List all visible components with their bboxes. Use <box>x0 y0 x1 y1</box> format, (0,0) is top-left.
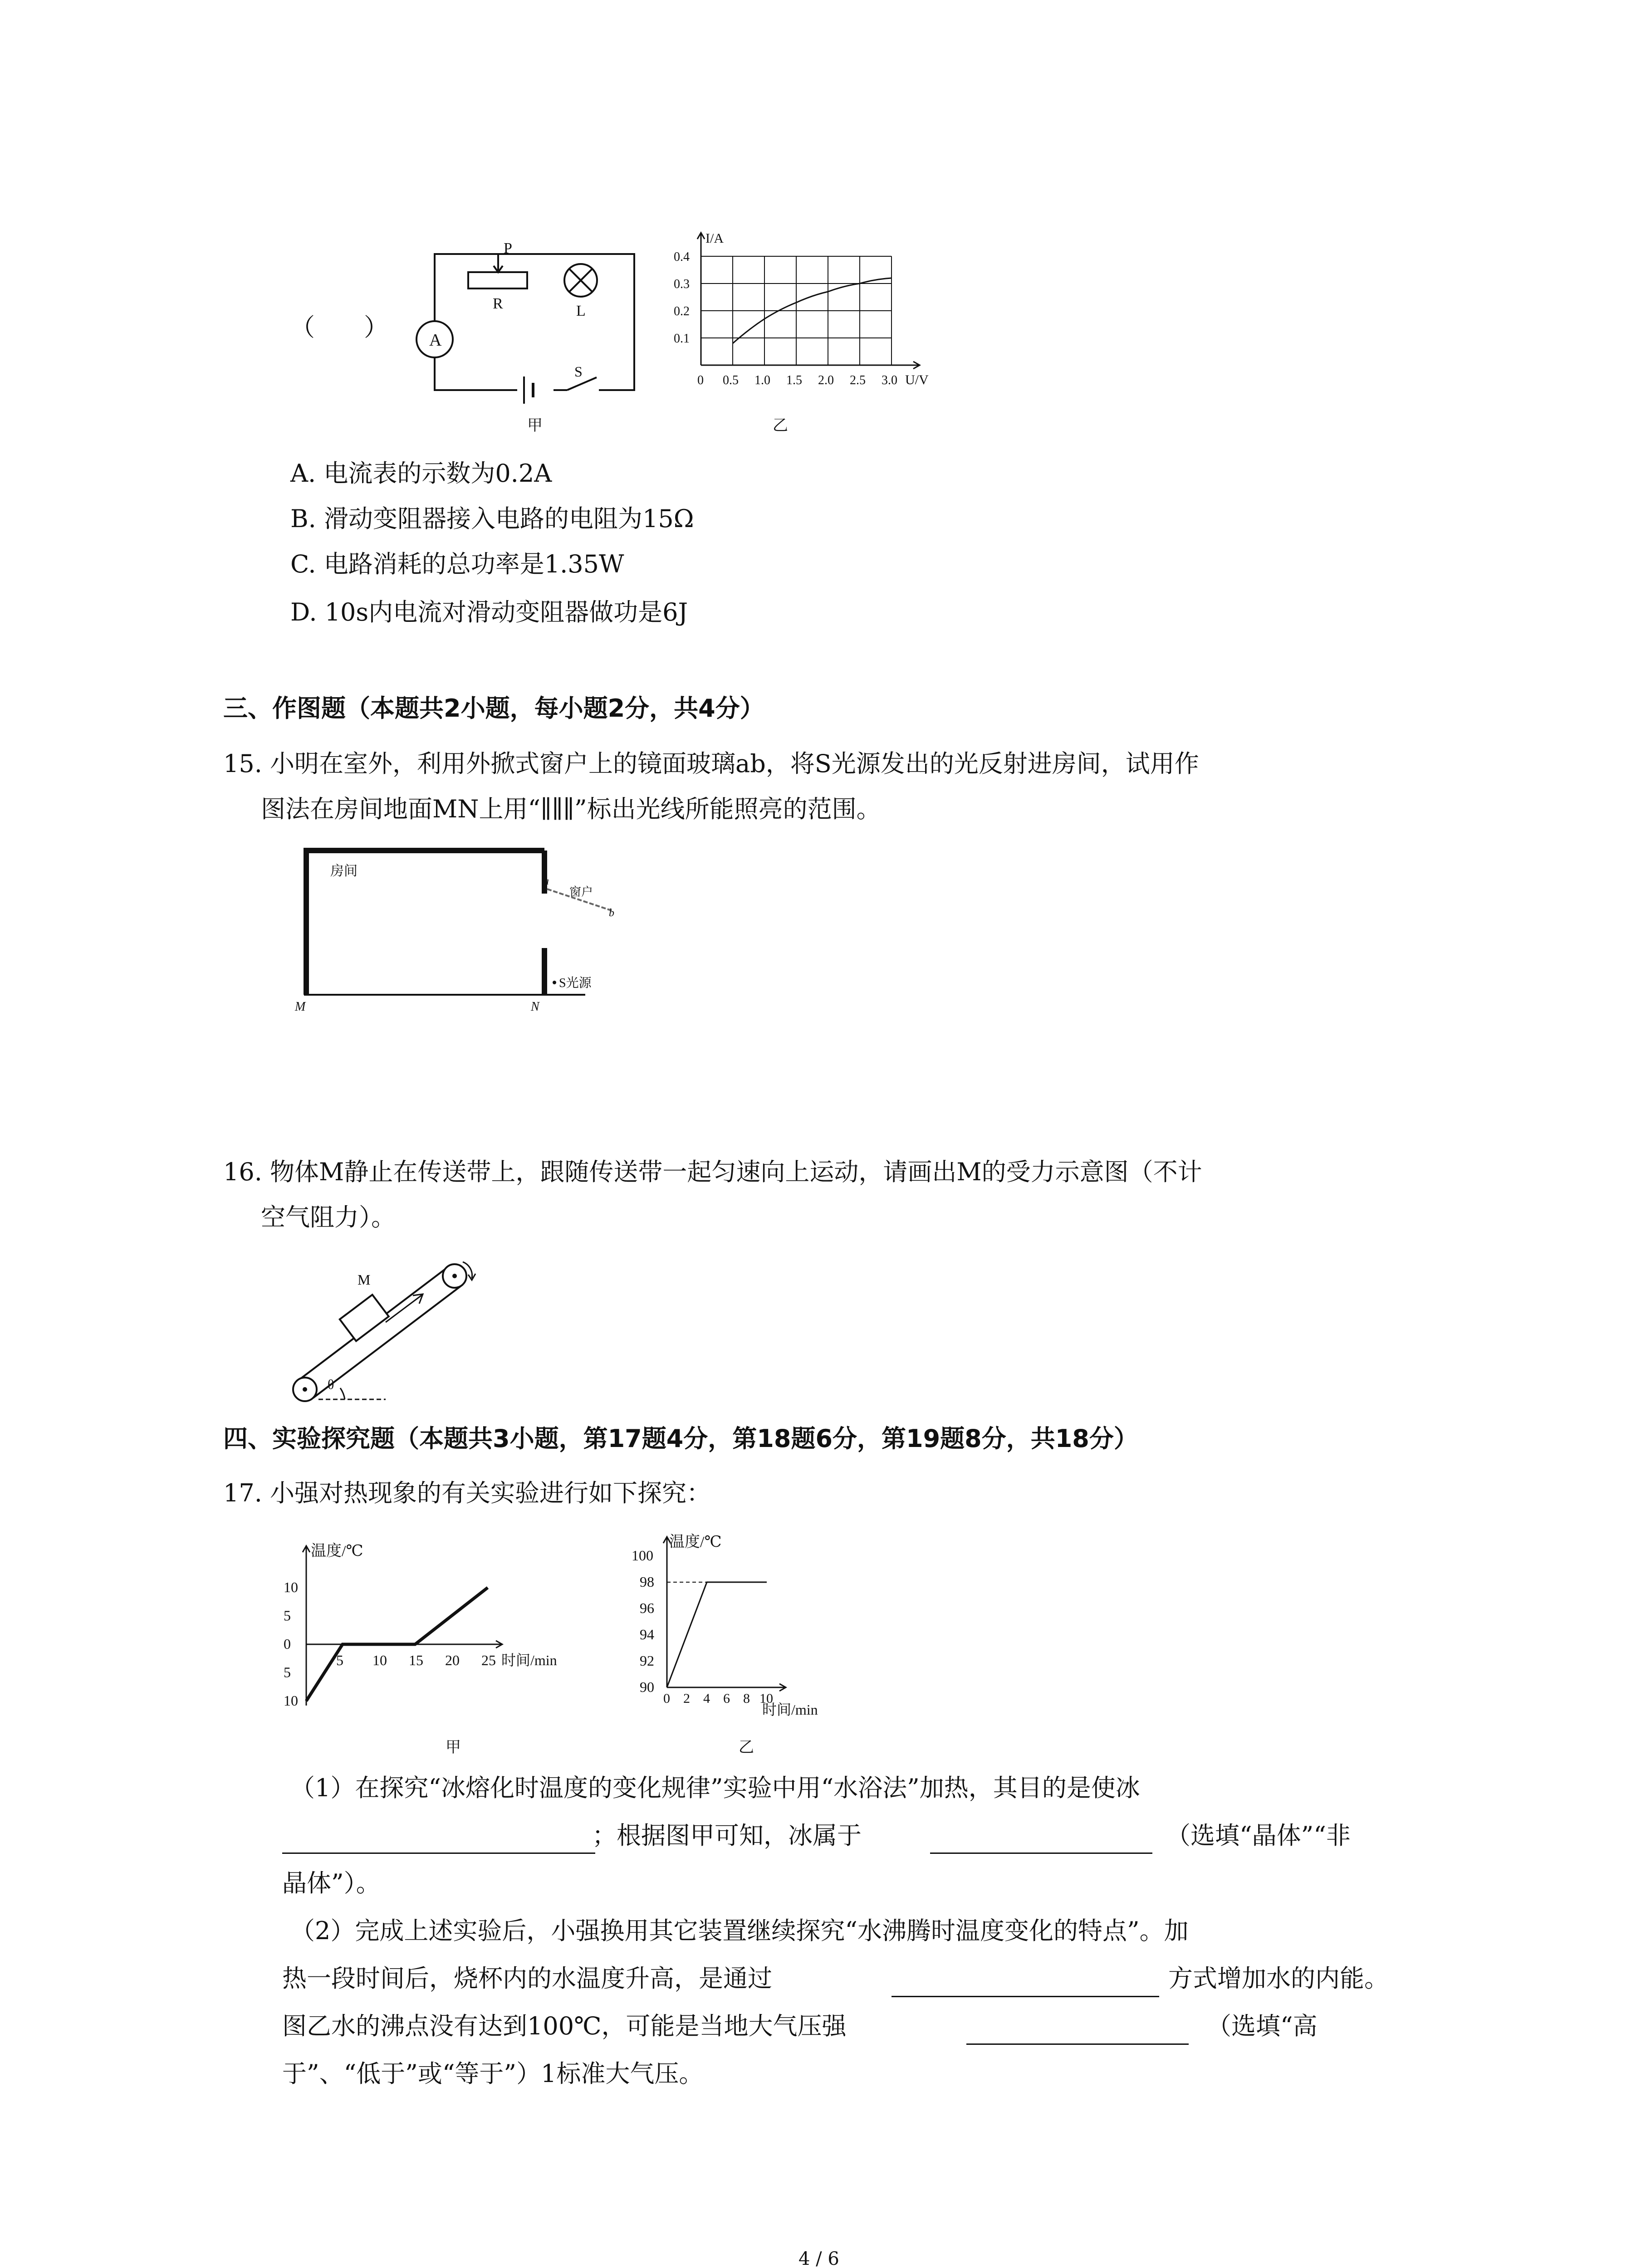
iu-chart <box>660 229 960 401</box>
y-tick-label: 5 <box>284 1607 291 1624</box>
object-m-label: M <box>358 1271 371 1288</box>
y-tick-label: 96 <box>640 1600 654 1616</box>
window-label: 窗户 <box>569 885 593 899</box>
chart-label-yi: 乙 <box>739 1738 754 1756</box>
x-tick-label: 0.5 <box>723 373 739 387</box>
q17-p1-line1: （1）在探究“冰熔化时温度的变化规律”实验中用“水浴法”加热，其目的是使冰 <box>290 1774 1140 1802</box>
fig-label-jia: 甲 <box>527 416 543 435</box>
rheostat-symbol <box>468 272 527 288</box>
q14-bracket: （ ） <box>290 313 388 342</box>
x-tick-label: 0 <box>663 1691 670 1706</box>
answer-blank-4[interactable] <box>966 2043 1189 2045</box>
x-tick-label: 1.5 <box>786 373 802 387</box>
y-tick-label: 0.3 <box>674 277 690 291</box>
y-axis-label: 温度/℃ <box>311 1543 363 1559</box>
q17-p1-line2-a: ；根据图甲可知，冰属于 <box>592 1821 862 1850</box>
x-tick-label: 2 <box>683 1691 690 1706</box>
x-tick-label: 6 <box>723 1691 730 1706</box>
y-tick-label: 90 <box>640 1679 654 1695</box>
circuit-wire-loop <box>435 254 634 390</box>
x-axis-label: 时间/min <box>762 1701 818 1718</box>
x-tick-label: 2.0 <box>818 373 834 387</box>
option-d: D. 10s内电流对滑动变阻器做功是6J <box>290 598 688 626</box>
light-source-label: S光源 <box>559 976 592 990</box>
y-tick-label: 0 <box>284 1636 291 1652</box>
conveyor-diagram <box>277 1243 513 1406</box>
q17-p2-line2-b: 方式增加水的内能。 <box>1168 1964 1389 1993</box>
q17-p2-line1: （2）完成上述实验后，小强换用其它装置继续探究“水沸腾时温度变化的特点”。加 <box>290 1916 1189 1945</box>
y-tick-label: 10 <box>284 1692 298 1709</box>
mirror-end-b: b <box>609 907 614 919</box>
water-boiling-chart <box>617 1529 907 1728</box>
room-window-diagram <box>286 844 694 1016</box>
switch-label-s: S <box>574 363 583 380</box>
y-tick-label: 0.1 <box>674 332 690 346</box>
page-number: 4 / 6 <box>798 2248 839 2268</box>
slider-label-p: P <box>504 240 512 257</box>
x-tick-label: 0 <box>697 373 704 387</box>
boiling-curve <box>667 1582 767 1687</box>
q16-line2: 空气阻力）。 <box>261 1203 396 1232</box>
chart-label-jia: 甲 <box>446 1738 461 1756</box>
q17-p2-line4: 于”、“低于”或“等于”）1标准大气压。 <box>282 2059 704 2088</box>
x-tick-label: 1.0 <box>754 373 770 387</box>
q17-intro: 17. 小强对热现象的有关实验进行如下探究： <box>223 1479 711 1507</box>
y-tick-label: 10 <box>284 1579 298 1595</box>
section-3-heading: 三、作图题（本题共2小题，每小题2分，共4分） <box>223 694 764 723</box>
x-axis-label: 时间/min <box>501 1652 557 1668</box>
x-tick-label: 4 <box>703 1691 710 1706</box>
ammeter-label: A <box>429 331 442 350</box>
lamp-label-l: L <box>576 303 586 319</box>
q15-line1: 15. 小明在室外，利用外掀式窗户上的镜面玻璃ab，将S光源发出的光反射进房间，试用作 <box>223 749 1199 778</box>
answer-blank-2[interactable] <box>930 1853 1152 1854</box>
answer-blank-1[interactable] <box>282 1853 595 1854</box>
q15-line2: 图法在房间地面MN上用“∥∥∥”标出光线所能照亮的范围。 <box>261 795 881 823</box>
floor-point-m: M <box>295 1000 306 1014</box>
y-tick-label: 100 <box>632 1547 653 1564</box>
q17-p2-line3-a: 图乙水的沸点没有达到100℃，可能是当地大气压强 <box>282 2012 847 2040</box>
option-a: A. 电流表的示数为0.2A <box>290 459 552 488</box>
y-tick-label: 98 <box>640 1574 654 1590</box>
fig-label-yi: 乙 <box>773 416 788 435</box>
section-4-heading: 四、实验探究题（本题共3小题，第17题4分，第18题6分，第19题8分，共18分） <box>223 1424 1138 1453</box>
light-source-dot <box>553 981 556 984</box>
y-tick-label: 92 <box>640 1652 654 1669</box>
y-axis-label: I/A <box>705 231 724 246</box>
x-tick-label: 10 <box>759 1691 773 1706</box>
x-tick-label: 5 <box>336 1652 343 1668</box>
conveyor-belt <box>293 1262 475 1401</box>
y-axis-label: 温度/℃ <box>669 1534 722 1550</box>
rheostat-label-r: R <box>493 295 503 312</box>
option-b: B. 滑动变阻器接入电路的电阻为15Ω <box>290 504 694 533</box>
q17-p1-line2-b: （选填“晶体”“非 <box>1166 1821 1351 1850</box>
floor-point-n: N <box>531 1000 539 1014</box>
object-m-block <box>340 1295 389 1341</box>
x-tick-label: 20 <box>445 1652 460 1668</box>
y-tick-label: 0.4 <box>674 250 690 264</box>
q16-line1: 16. 物体M静止在传送带上，跟随传送带一起匀速向上运动，请画出M的受力示意图（不计 <box>223 1158 1202 1186</box>
x-tick-label: 8 <box>743 1691 750 1706</box>
mirror-end-a: a <box>544 875 549 887</box>
answer-blank-3[interactable] <box>892 1996 1159 1997</box>
slider-arrow <box>494 254 503 272</box>
y-tick-label: 5 <box>284 1664 291 1681</box>
x-axis-label: U/V <box>905 372 929 387</box>
y-tick-label: 0.2 <box>674 304 690 318</box>
q17-p2-line3-b: （选填“高 <box>1207 2012 1318 2040</box>
x-tick-label: 15 <box>409 1652 423 1668</box>
ice-melting-chart <box>272 1538 599 1737</box>
y-tick-label: 94 <box>640 1626 654 1642</box>
q17-p2-line2-a: 热一段时间后，烧杯内的水温度升高，是通过 <box>282 1964 772 1993</box>
room-label: 房间 <box>330 864 358 879</box>
option-c: C. 电路消耗的总功率是1.35W <box>290 550 624 578</box>
circuit-diagram-jia <box>367 240 622 395</box>
x-tick-label: 25 <box>481 1652 496 1668</box>
x-tick-label: 2.5 <box>850 373 866 387</box>
q17-p1-line3: 晶体”）。 <box>282 1869 381 1897</box>
angle-theta-label: θ <box>328 1377 334 1392</box>
x-tick-label: 10 <box>372 1652 387 1668</box>
x-tick-label: 3.0 <box>882 373 897 387</box>
